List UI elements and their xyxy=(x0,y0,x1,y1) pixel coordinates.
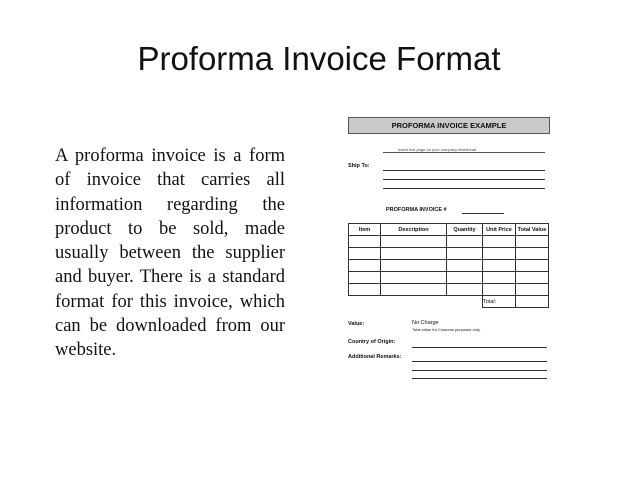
value-note: Total value for Customs purposes only. xyxy=(412,327,481,332)
letterhead-line xyxy=(383,152,545,153)
invoice-number-label: PROFORMA INVOICE # xyxy=(386,207,447,213)
ship-to-line xyxy=(383,188,545,189)
body-paragraph: A proforma invoice is a form of invoice that carries all information regarding the product to be sold, made usually between the supplier and buyer. There is a standard format for this invoice, which can be downloaded from our website. xyxy=(55,146,285,361)
column-header: Total Value xyxy=(516,224,549,236)
ship-to-line xyxy=(383,170,545,171)
table-row xyxy=(349,248,549,260)
invoice-example-image xyxy=(340,112,555,382)
country-of-origin-label: Country of Origin: xyxy=(348,339,396,345)
table-row xyxy=(349,260,549,272)
table-header-row xyxy=(349,224,549,236)
remarks-line xyxy=(412,370,547,371)
column-header: Description xyxy=(381,224,447,236)
column-header: Unit Price xyxy=(483,224,516,236)
ship-to-label: Ship To: xyxy=(348,163,370,169)
additional-remarks-label: Additional Remarks: xyxy=(348,354,402,360)
invoice-heading: PROFORMA INVOICE EXAMPLE xyxy=(348,117,550,134)
table-row xyxy=(349,284,549,296)
table-row xyxy=(349,272,549,284)
invoice-number-line xyxy=(462,213,504,214)
remarks-line xyxy=(412,378,547,379)
value-text: No Charge xyxy=(412,320,439,326)
table-row xyxy=(349,236,549,248)
country-of-origin-line xyxy=(412,347,547,348)
total-label: Total: xyxy=(483,296,516,308)
remarks-line xyxy=(412,361,547,362)
total-value-cell xyxy=(516,296,549,308)
items-table xyxy=(348,223,549,308)
value-label: Value: xyxy=(348,321,365,327)
column-header: Item xyxy=(349,224,381,236)
column-header: Quantity xyxy=(447,224,483,236)
total-row xyxy=(349,296,549,308)
ship-to-line xyxy=(383,179,545,180)
slide-title: Proforma Invoice Format xyxy=(137,40,501,77)
letterhead-note: Insert this page on your company letterhead xyxy=(398,147,477,152)
